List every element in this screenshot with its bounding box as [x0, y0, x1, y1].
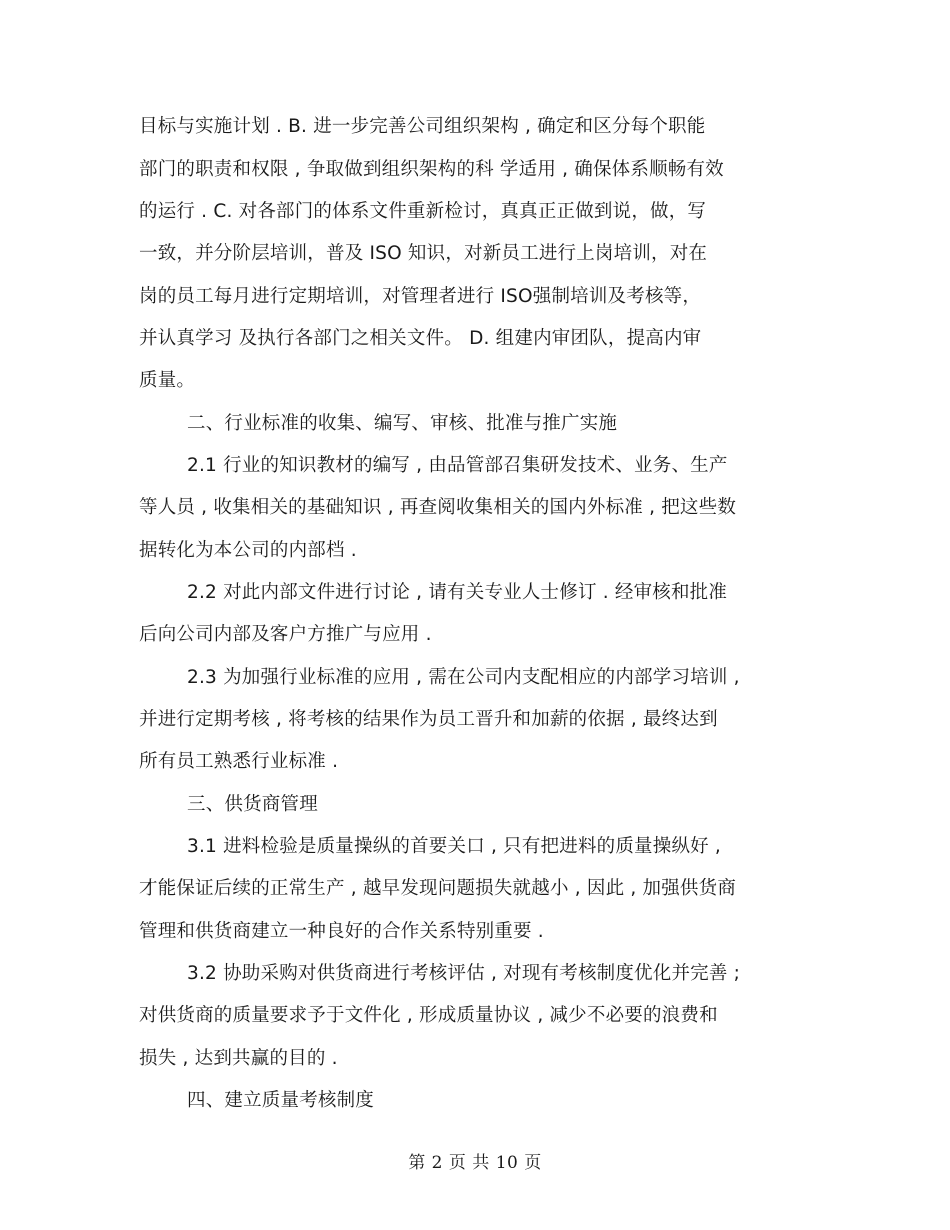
- section-heading: 四、建立质量考核制度: [187, 1090, 375, 1111]
- text-line: 一致，并分阶层培训，普及 ISO 知识，对新员工进行上岗培训，对在: [139, 243, 708, 264]
- page-number-footer: 第 2 页 共 10 页: [408, 1153, 542, 1173]
- text-line: 的运行 . C. 对各部门的体系文件重新检讨，真真正正做到说，做，写: [139, 201, 707, 222]
- text-line: 管理和供货商建立一种良好的合作关系特别重要 .: [139, 921, 544, 942]
- text-line: 3.2 协助采购对供货商进行考核评估 , 对现有考核制度优化并完善 ;: [187, 963, 741, 984]
- section-heading: 二、行业标准的收集、编写、审核、批准与推广实施: [187, 413, 618, 434]
- text-line: 质量。: [139, 370, 196, 391]
- text-line: 2.1 行业的知识教材的编写 , 由品管部召集研发技术、业务、生产: [187, 455, 728, 476]
- text-line: 所有员工熟悉行业标准 .: [139, 751, 339, 772]
- text-line: 2.2 对此内部文件进行讨论 , 请有关专业人士修订 . 经审核和批准: [187, 582, 728, 603]
- text-line: 2.3 为加强行业标准的应用 , 需在公司内支配相应的内部学习培训 ,: [187, 667, 740, 688]
- text-line: 损失 , 达到共赢的目的 .: [139, 1048, 338, 1069]
- section-heading: 三、供货商管理: [187, 794, 318, 815]
- text-line: 才能保证后续的正常生产 , 越早发现问题损失就越小 , 因此 , 加强供货商: [139, 878, 737, 899]
- text-line: 后向公司内部及客户方推广与应用 .: [139, 624, 432, 645]
- text-line: 等人员 , 收集相关的基础知识 , 再查阅收集相关的国内外标准 , 把这些数: [139, 497, 737, 518]
- text-line: 并进行定期考核 , 将考核的结果作为员工晋升和加薪的依据 , 最终达到: [139, 709, 718, 730]
- text-line: 并认真学习 及执行各部门之相关文件。 D. 组建内审团队，提高内审: [139, 328, 702, 349]
- text-line: 目标与实施计划 . B. 进一步完善公司组织架构 , 确定和区分每个职能: [139, 116, 706, 137]
- text-line: 部门的职责和权限 , 争取做到组织架构的科 学适用 , 确保体系顺畅有效: [139, 159, 724, 180]
- text-line: 3.1 进料检验是质量操纵的首要关口 , 只有把进料的质量操纵好 ,: [187, 836, 722, 857]
- text-line: 对供货商的质量要求予于文件化 , 形成质量协议 , 减少不必要的浪费和: [139, 1005, 718, 1026]
- text-line: 岗的员工每月进行定期培训，对管理者进行 ISO强制培训及考核等，: [139, 286, 702, 307]
- text-line: 据转化为本公司的内部档 .: [139, 540, 357, 561]
